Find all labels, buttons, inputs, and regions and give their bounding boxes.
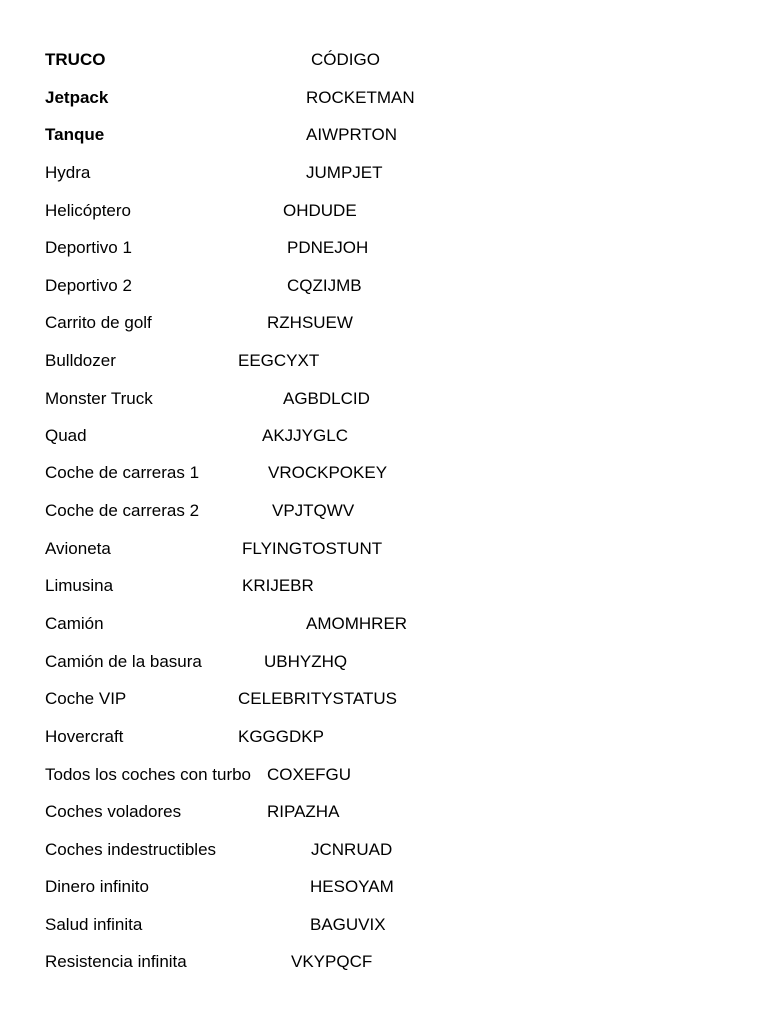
cheat-code: RZHSUEW <box>267 313 353 332</box>
cheat-name: Dinero infinito <box>45 877 149 896</box>
cheat-row <box>0 162 768 188</box>
cheat-name: Deportivo 2 <box>45 276 132 295</box>
cheat-code: AKJJYGLC <box>262 426 348 445</box>
cheat-row <box>0 200 768 226</box>
cheat-row <box>0 388 768 414</box>
cheat-code: AMOMHRER <box>306 614 408 633</box>
cheat-code: COXEFGU <box>267 765 352 784</box>
cheat-row <box>0 312 768 338</box>
cheat-code: OHDUDE <box>283 201 357 220</box>
cheat-name: Coche VIP <box>45 689 127 708</box>
cheat-name: Limusina <box>45 576 114 595</box>
cheat-name: Coche de carreras 1 <box>45 463 200 482</box>
cheat-name: Coches voladores <box>45 802 182 821</box>
cheat-row <box>0 275 768 301</box>
cheat-name: Helicóptero <box>45 201 131 220</box>
cheat-code: JCNRUAD <box>311 840 393 859</box>
cheat-code: AIWPRTON <box>306 125 397 144</box>
cheat-code: VKYPQCF <box>291 952 373 971</box>
cheat-name: Salud infinita <box>45 915 143 934</box>
cheat-name: Todos los coches con turbo <box>45 765 252 784</box>
cheat-name: Coches indestructibles <box>45 840 217 859</box>
cheat-row <box>0 500 768 526</box>
cheat-row <box>0 876 768 902</box>
cheat-code: PDNEJOH <box>287 238 369 257</box>
cheat-code: KGGGDKP <box>238 727 324 746</box>
cheat-row <box>0 764 768 790</box>
header-row <box>0 49 768 75</box>
cheat-row <box>0 462 768 488</box>
cheat-row <box>0 914 768 940</box>
cheat-row <box>0 839 768 865</box>
cheat-row <box>0 688 768 714</box>
cheat-row <box>0 87 768 113</box>
cheat-code: UBHYZHQ <box>264 652 348 671</box>
cheat-name: Tanque <box>45 125 105 144</box>
cheat-name: Quad <box>45 426 87 445</box>
cheat-name: Camión <box>45 614 104 633</box>
cheat-name: Hovercraft <box>45 727 124 746</box>
cheat-name: Camión de la basura <box>45 652 202 671</box>
cheat-name: Deportivo 1 <box>45 238 132 257</box>
cheat-code: FLYINGTOSTUNT <box>242 539 383 558</box>
cheat-row <box>0 538 768 564</box>
cheat-row <box>0 613 768 639</box>
cheat-code: JUMPJET <box>306 163 383 182</box>
cheat-name: Jetpack <box>45 88 109 107</box>
cheat-code: BAGUVIX <box>310 915 386 934</box>
cheat-code: VROCKPOKEY <box>268 463 388 482</box>
cheat-row <box>0 575 768 601</box>
cheat-row <box>0 350 768 376</box>
cheat-name: Bulldozer <box>45 351 116 370</box>
cheat-name: Coche de carreras 2 <box>45 501 200 520</box>
cheat-row <box>0 124 768 150</box>
cheat-code: EEGCYXT <box>238 351 320 370</box>
cheat-row <box>0 801 768 827</box>
cheat-code: RIPAZHA <box>267 802 340 821</box>
cheat-row <box>0 425 768 451</box>
cheat-name: Resistencia infinita <box>45 952 187 971</box>
cheat-row <box>0 237 768 263</box>
cheat-row <box>0 726 768 752</box>
header-code: CÓDIGO <box>311 50 380 69</box>
cheat-code: HESOYAM <box>310 877 394 896</box>
cheat-row <box>0 651 768 677</box>
cheat-name: Carrito de golf <box>45 313 152 332</box>
cheat-code: CQZIJMB <box>287 276 362 295</box>
cheat-name: Monster Truck <box>45 389 153 408</box>
cheat-code: AGBDLCID <box>283 389 370 408</box>
header-cheat: TRUCO <box>45 50 106 69</box>
cheat-name: Hydra <box>45 163 91 182</box>
cheat-code: ROCKETMAN <box>306 88 415 107</box>
cheat-code: KRIJEBR <box>242 576 314 595</box>
cheat-code: CELEBRITYSTATUS <box>238 689 398 708</box>
cheat-row <box>0 951 768 977</box>
cheat-name: Avioneta <box>45 539 111 558</box>
cheat-code: VPJTQWV <box>272 501 355 520</box>
